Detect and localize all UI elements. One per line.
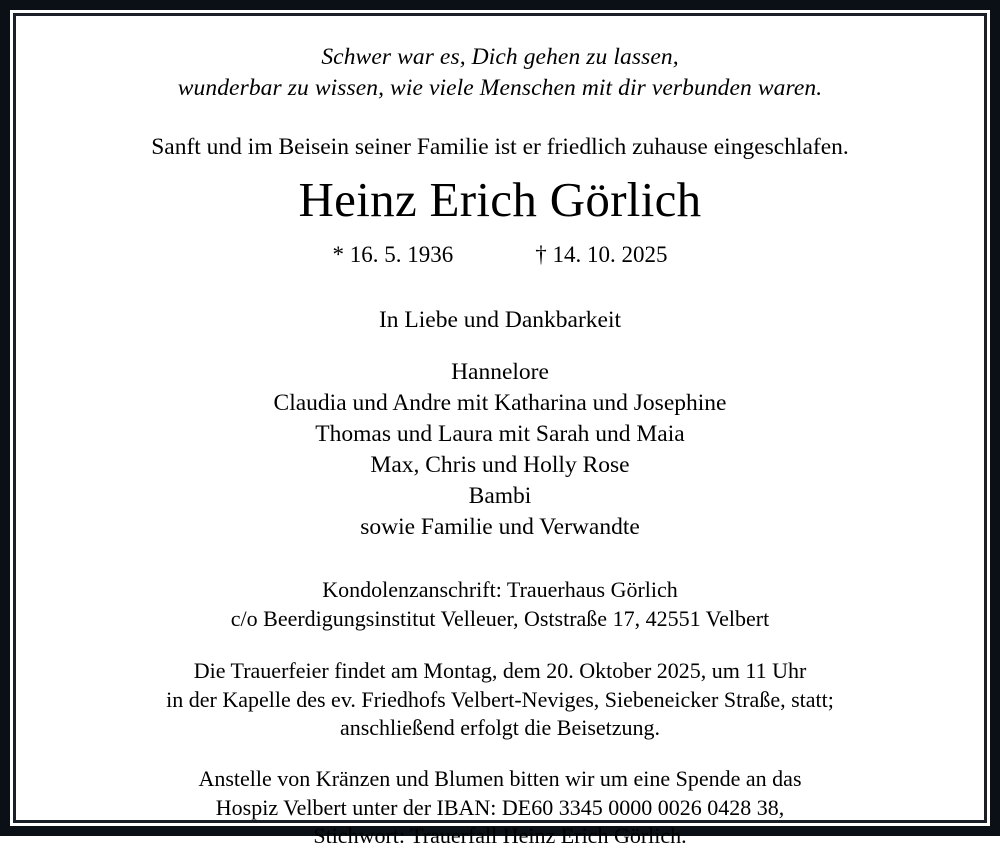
death-notice-content	[16, 16, 984, 849]
condolence-address	[50, 576, 950, 633]
death-date: † 14. 10. 2025	[535, 242, 668, 268]
survivors-list	[50, 357, 950, 543]
dedication-line: In Liebe und Dankbarkeit	[378, 306, 622, 333]
survivor-line: Thomas und Laura mit Sarah und Maia	[315, 420, 685, 447]
death-notice-frame-gap	[10, 10, 990, 849]
verse-line-2: wunderbar zu wissen, wie viele Menschen mit dir verbunden waren.	[177, 74, 823, 101]
verse-line-1: Schwer war es, Dich gehen zu lassen,	[321, 44, 679, 70]
ceremony-details	[50, 657, 950, 743]
survivor-line: Hannelore	[451, 358, 549, 385]
life-dates	[50, 241, 950, 269]
deceased-name: Heinz Erich Görlich	[298, 172, 702, 228]
birth-date: * 16. 5. 1936	[332, 242, 454, 268]
donation-line-3: Stichwort: Trauerfall Heinz Erich Görlich.	[313, 823, 687, 849]
survivor-line: Bambi	[468, 483, 532, 509]
donation-line-1: Anstelle von Kränzen und Blumen bitten wir um eine Spende an das	[198, 766, 802, 791]
passing-statement: Sanft und im Beisein seiner Familie ist er friedlich zuhause eingeschlafen.	[151, 134, 849, 161]
memorial-verse	[50, 42, 950, 103]
ceremony-line-3: anschließend erfolgt die Beisetzung.	[339, 715, 661, 741]
condolence-line-1: Kondolenzanschrift: Trauerhaus Görlich	[322, 577, 678, 603]
survivor-line: sowie Familie und Verwandte	[360, 514, 640, 541]
survivor-line: Claudia und Andre mit Katharina und Josephine	[273, 389, 727, 416]
ceremony-line-1: Die Trauerfeier findet am Montag, dem 20. Oktober 2025, um 11 Uhr	[193, 658, 807, 684]
survivor-line: Max, Chris und Holly Rose	[370, 451, 630, 478]
donation-request	[50, 765, 950, 851]
ceremony-line-2: in der Kapelle des ev. Friedhofs Velbert-Neviges, Siebeneicker Straße, statt;	[166, 686, 834, 712]
donation-line-2: Hospiz Velbert unter der IBAN: DE60 3345 0000 0026 0428 38,	[215, 794, 785, 820]
death-notice-frame-rule	[13, 13, 987, 849]
condolence-line-2: c/o Beerdigungsinstitut Velleuer, Oststraße 17, 42551 Velbert	[230, 605, 770, 631]
